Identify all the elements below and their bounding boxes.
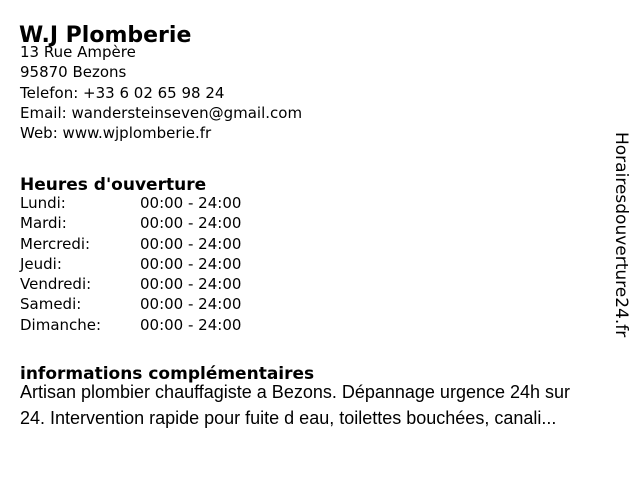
email-label: Email:: [20, 103, 67, 122]
day-time: 00:00 - 24:00: [140, 275, 242, 294]
additional-info-heading: informations complémentaires: [20, 364, 315, 385]
hours-row-monday: [20, 193, 241, 213]
day-time: 00:00 - 24:00: [140, 295, 242, 314]
phone-label: Telefon:: [20, 83, 79, 102]
day-time: 00:00 - 24:00: [140, 234, 242, 253]
hours-row-saturday: [20, 294, 241, 314]
hours-row-sunday: [20, 315, 241, 335]
day-time: 00:00 - 24:00: [140, 254, 242, 273]
day-time: 00:00 - 24:00: [140, 194, 242, 212]
day-label: Vendredi:: [20, 275, 92, 294]
phone-line: [20, 83, 302, 103]
description-line-1: Artisan plombier chauffagiste a Bezons. Dépannage urgence 24h sur: [20, 382, 571, 402]
hours-row-tuesday: [20, 213, 241, 233]
day-label: Lundi:: [20, 194, 66, 212]
day-label: Samedi:: [20, 295, 82, 314]
hours-row-wednesday: [20, 234, 241, 254]
day-time: 00:00 - 24:00: [140, 214, 242, 233]
hours-row-friday: [20, 274, 241, 294]
email-line: [20, 103, 302, 123]
site-watermark: Horairesdouverture24.fr: [611, 132, 631, 338]
web-line: [20, 123, 302, 143]
phone-value: +33 6 02 65 98 24: [83, 83, 225, 102]
hours-heading: Heures d'ouverture: [20, 175, 207, 196]
day-label: Mardi:: [20, 214, 67, 233]
business-description: [20, 379, 570, 431]
email-value: wandersteinseven@gmail.com: [71, 103, 303, 122]
day-label: Mercredi:: [20, 234, 91, 253]
web-value: www.wjplomberie.fr: [62, 124, 212, 143]
address-city: 95870 Bezons: [20, 63, 127, 82]
address-street: 13 Rue Ampère: [20, 43, 136, 61]
contact-block: [20, 42, 302, 143]
description-line-2: 24. Intervention rapide pour fuite d eau, toilettes bouchées, canali...: [20, 408, 557, 428]
hours-row-thursday: [20, 254, 241, 274]
hours-table: [20, 193, 241, 335]
day-label: Dimanche:: [20, 315, 102, 334]
business-name: W.J Plomberie: [19, 22, 192, 48]
day-time: 00:00 - 24:00: [140, 315, 242, 334]
day-label: Jeudi:: [20, 254, 62, 273]
web-label: Web:: [20, 124, 58, 143]
